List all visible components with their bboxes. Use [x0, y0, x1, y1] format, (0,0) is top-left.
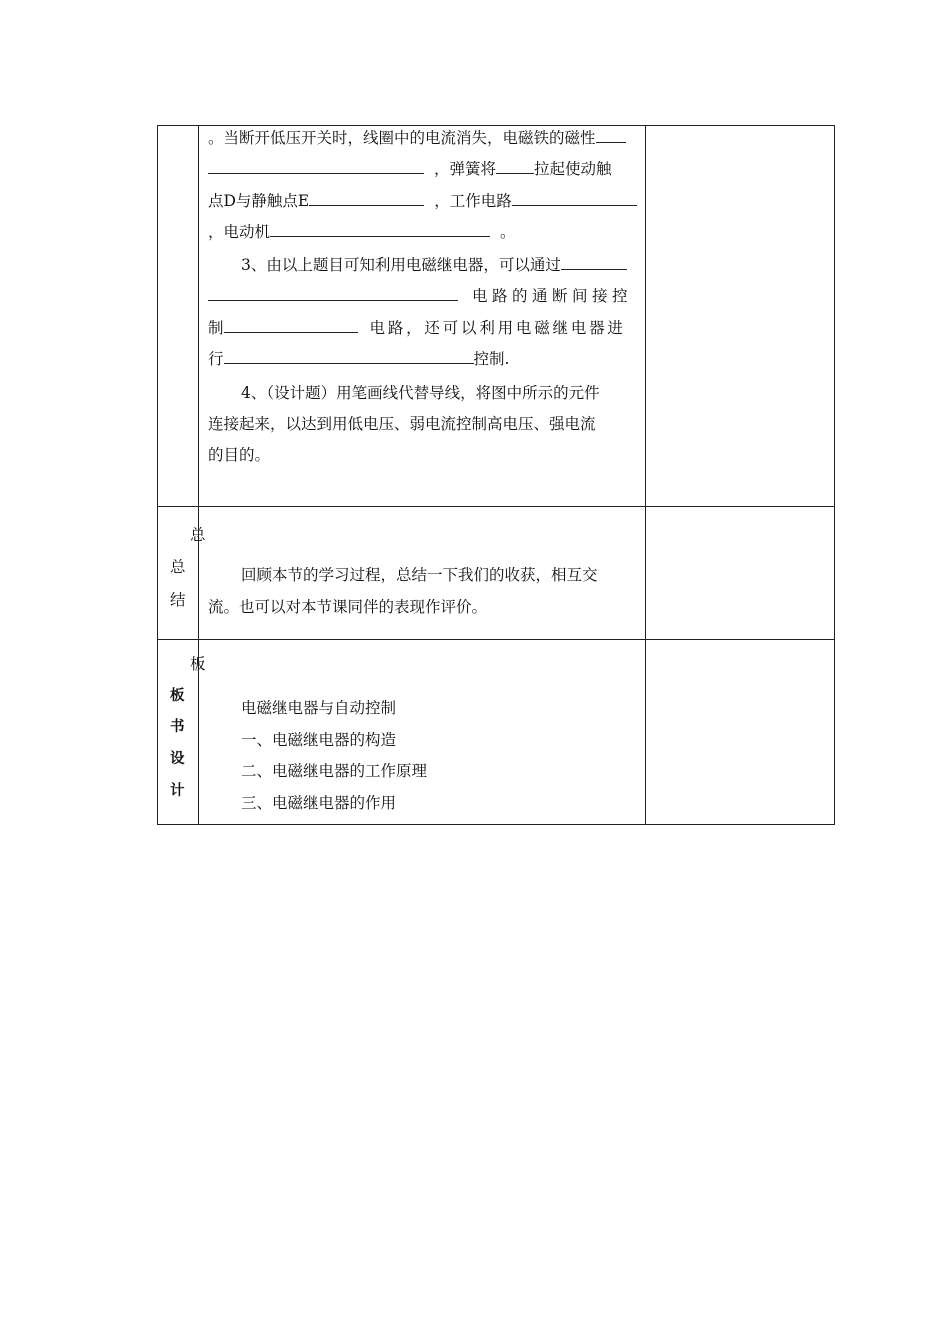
- question-4-line-1: 4、（设计题）用笔画线代替导线，将图中所示的元件: [241, 384, 600, 402]
- table-border-right: [834, 125, 835, 825]
- question-4-line-2: 连接起来，以达到用低电压、弱电流控制高电压、强电流: [208, 415, 596, 433]
- table-border-top: [157, 125, 835, 126]
- summary-label-char: 总: [170, 558, 186, 576]
- board-item: 一、电磁继电器的构造: [241, 731, 397, 749]
- row-divider-2: [157, 639, 835, 640]
- table-border-left: [157, 125, 158, 825]
- board-label-char: 板: [170, 688, 185, 704]
- lesson-plan-table: [157, 125, 835, 825]
- board-item: 电磁继电器与自动控制: [241, 699, 397, 717]
- board-label-char: 书: [170, 719, 185, 735]
- board-label-char: 计: [170, 783, 185, 799]
- text-line: 。当断开低压开关时，线圈中的电流消失，电磁铁的磁性: [208, 128, 626, 148]
- text-line: ，电动机 。: [208, 223, 516, 241]
- summary-label-char: 结: [170, 591, 186, 609]
- text-line: ，弹簧将 拉起使动触: [208, 159, 612, 179]
- board-item: 二、电磁继电器的工作原理: [241, 762, 428, 780]
- text-line: 点D与静触点E ，工作电路: [208, 191, 637, 211]
- board-label-char: 设: [170, 751, 185, 767]
- column-divider-notes: [645, 125, 646, 825]
- column-divider-label: [198, 125, 199, 825]
- table-border-bottom: [157, 824, 835, 825]
- summary-label-top: 总: [190, 526, 206, 544]
- question-3-line-2: 电路的通断间接控: [208, 286, 636, 306]
- question-3-line-3: 制 电路，还可以利用电磁继电器进: [208, 319, 626, 337]
- summary-text-line-1: 回顾本节的学习过程，总结一下我们的收获，相互交: [241, 566, 598, 584]
- question-3-line-4: 行 控制.: [208, 350, 510, 368]
- board-label-top: 板: [190, 655, 206, 673]
- row-divider-1: [157, 506, 835, 507]
- question-4-line-3: 的目的。: [208, 446, 271, 464]
- board-item: 三、电磁继电器的作用: [241, 794, 397, 812]
- question-3-line-1: 3、由以上题目可知利用电磁继电器，可以通过: [241, 255, 627, 275]
- summary-text-line-2: 流。也可以对本节课同伴的表现作评价。: [208, 598, 488, 616]
